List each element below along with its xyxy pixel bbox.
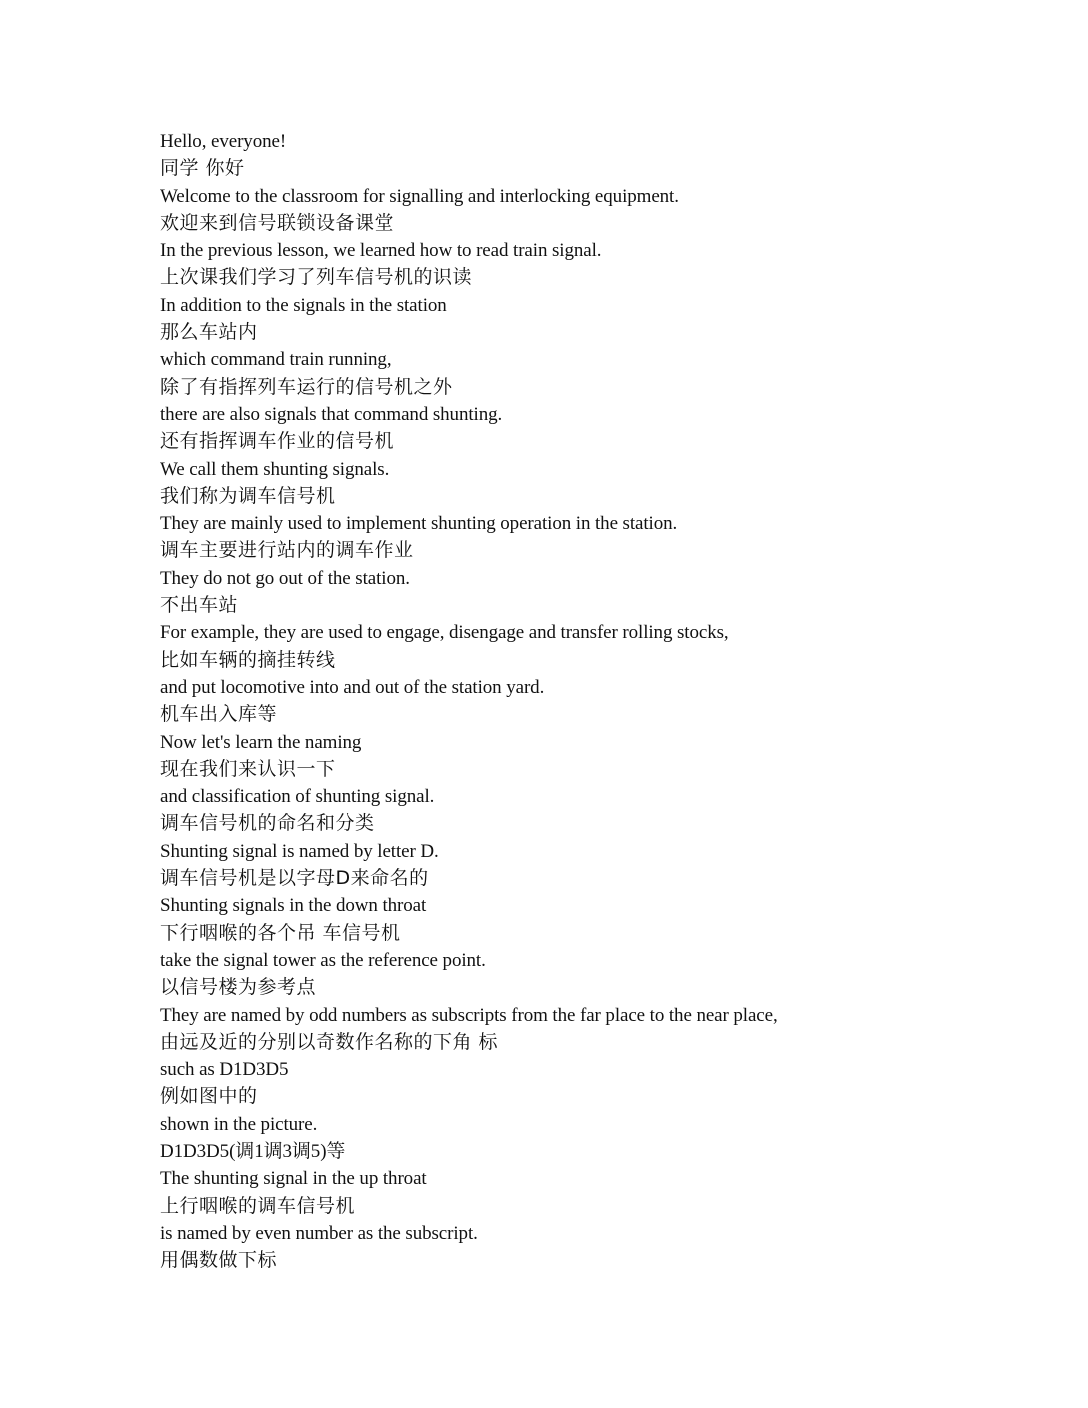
line-english: take the signal tower as the reference point. <box>160 949 486 971</box>
line-chinese: 机车出入库等 <box>160 703 278 726</box>
line-chinese: 由远及近的分别以奇数作名称的下角 标 <box>160 1030 499 1053</box>
line-chinese: 现在我们来认识一下 <box>160 757 336 780</box>
line-english: Hello, everyone! <box>160 131 287 152</box>
line-mixed: D1D3D5(调1调3调5)等 <box>160 1140 346 1162</box>
line-chinese: 用偶数做下标 <box>160 1249 278 1272</box>
line-chinese: 欢迎来到信号联锁设备课堂 <box>160 211 395 234</box>
line-chinese: 同学 你好 <box>160 157 245 180</box>
line-chinese: 下行咽喉的各个吊 车信号机 <box>160 921 401 944</box>
line-english: shown in the picture. <box>160 1113 318 1135</box>
line-chinese: 上次课我们学习了列车信号机的识读 <box>160 266 473 289</box>
line-english: which command train running, <box>160 349 392 371</box>
line-english: Now let's learn the naming <box>160 731 362 753</box>
line-chinese: 例如图中的 <box>160 1085 258 1108</box>
line-chinese: 除了有指挥列车运行的信号机之外 <box>160 375 453 398</box>
line-english: In addition to the signals in the station <box>160 294 447 316</box>
line-chinese: 我们称为调车信号机 <box>160 484 336 507</box>
line-english: Shunting signals in the down throat <box>160 895 427 917</box>
line-chinese: 调车主要进行站内的调车作业 <box>160 539 414 562</box>
line-chinese: 那么车站内 <box>160 321 258 344</box>
line-english: We call them shunting signals. <box>160 458 390 480</box>
line-english: In the previous lesson, we learned how to read train signal. <box>160 240 602 262</box>
line-english: They are named by odd numbers as subscripts from the far place to the near place, <box>160 1004 778 1026</box>
line-chinese: 以信号楼为参考点 <box>160 976 317 999</box>
line-english: The shunting signal in the up throat <box>160 1168 427 1190</box>
line-english: such as D1D3D5 <box>160 1059 289 1081</box>
line-english: and classification of shunting signal. <box>160 786 435 808</box>
line-chinese: 调车信号机是以字母D来命名的 <box>160 867 429 890</box>
line-english: They are mainly used to implement shunting operation in the station. <box>160 513 678 535</box>
line-english: and put locomotive into and out of the station yard. <box>160 676 545 698</box>
line-chinese: 调车信号机的命名和分类 <box>160 812 375 835</box>
line-english: Welcome to the classroom for signalling and interlocking equipment. <box>160 185 679 207</box>
line-english: there are also signals that command shunting. <box>160 403 503 425</box>
line-chinese: 上行咽喉的调车信号机 <box>160 1194 356 1217</box>
line-chinese: 不出车站 <box>160 594 239 617</box>
line-chinese: 比如车辆的摘挂转线 <box>160 648 336 671</box>
line-english: They do not go out of the station. <box>160 567 410 589</box>
line-chinese: 还有指挥调车作业的信号机 <box>160 430 395 453</box>
transcript-text <box>160 128 1040 1274</box>
line-english: is named by even number as the subscript. <box>160 1222 478 1244</box>
line-english: Shunting signal is named by letter D. <box>160 840 439 862</box>
line-english: For example, they are used to engage, disengage and transfer rolling stocks, <box>160 622 729 644</box>
